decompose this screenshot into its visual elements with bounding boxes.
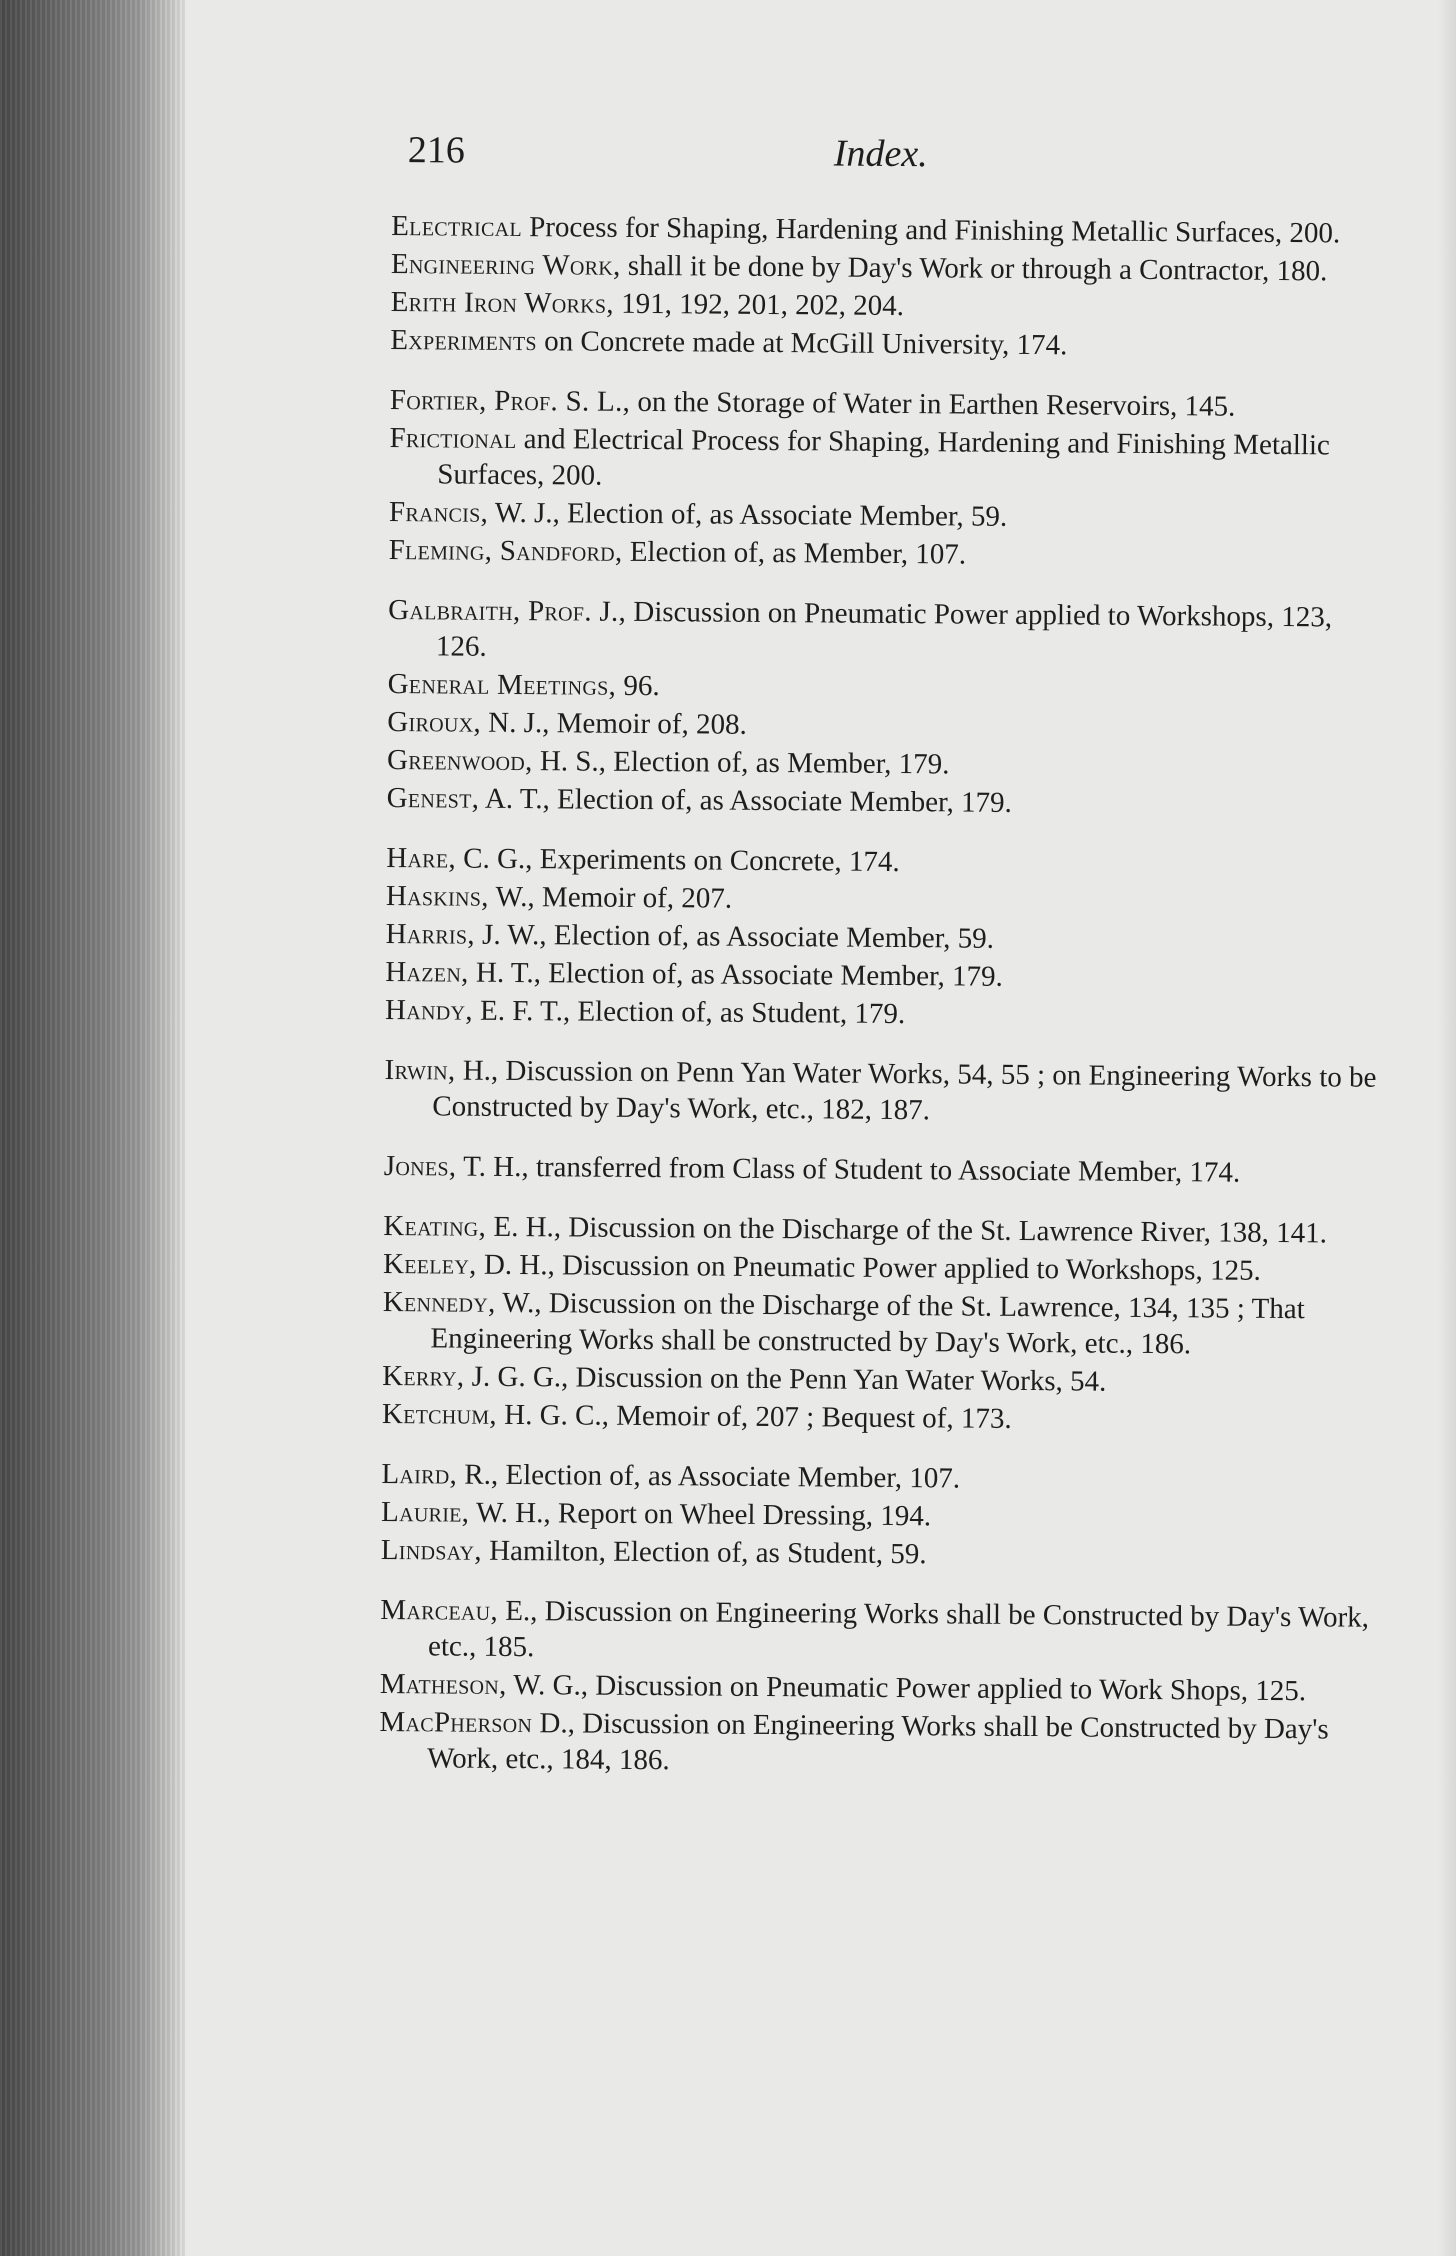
index-entry-text: C. G., Experiments on Concrete, 174. [455,842,900,879]
index-entry-heading: Experiments [390,323,538,358]
index-entry-text: H., Discussion on Penn Yan Water Works, 54, 55 ; on Engineering Works to be Constructed by Day's Work, etc., 182, 187. [432,1054,1377,1127]
index-entry-text: E. H., Discussion on the Discharge of the St. Lawrence River, 138, 141. [486,1210,1328,1250]
index-entry-text: 191, 192, 201, 202, 204. [613,287,905,323]
page-number: 216 [407,129,465,172]
index-entry [381,1456,1381,1500]
index-entry-text: on Concrete made at McGill University, 174. [536,325,1068,362]
index-letter-group [379,1592,1380,1784]
index-entry [382,1284,1383,1364]
index-entry [390,382,1390,426]
index-entry [381,1494,1381,1538]
index-entry-text: E. F. T., Election of, as Student, 179. [472,994,906,1031]
index-entry [382,1358,1382,1402]
index-entry [387,742,1387,786]
index-entry [389,494,1389,538]
index-entry [387,666,1387,710]
index-entry-text: E., Discussion on Engineering Works shall be Constructed by Day's Work, etc., 185. [427,1594,1370,1664]
index-letter-group [389,382,1390,576]
index-entry-heading: Engineering Work, [390,247,621,282]
index-entry-heading: Laurie, [381,1495,470,1529]
index-entry-text: D., Discussion on Engineering Works shall be Constructed by Day's Work, etc., 184, 186. [427,1707,1329,1777]
index-entry [389,420,1390,500]
index-entry-text: A. T., Election of, as Associate Member, 179. [479,782,1012,819]
index-entry-heading: Keating, [383,1209,487,1243]
index-entry-heading: Irwin, [384,1053,456,1087]
index-entry-text: H. T., Election of, as Associate Member, 179. [468,956,1003,993]
index-entry [382,1396,1382,1440]
index-entry-heading: Marceau, [380,1593,499,1627]
index-entry-text: W., Memoir of, 207. [488,880,733,915]
index-entry-text: Election of, as Member, 107. [622,535,967,571]
index-entry-text: on the Storage of Water in Earthen Reservoirs, 145. [630,385,1236,423]
index-entry-heading: Fleming, Sandford, [388,533,623,568]
index-entry-heading: Hazen, [385,955,469,989]
index-entry-heading: Fortier, Prof. S. L., [389,383,631,418]
index-entry-text: W. J., Election of, as Associate Member, 59. [487,496,1008,533]
index-entry-heading: Laird, [381,1457,458,1491]
index-entry [383,1208,1383,1252]
index-letter-group [384,1148,1384,1192]
index-entry-heading: Greenwood, [386,743,533,778]
index-letter-group [381,1456,1382,1576]
running-head [392,128,1392,196]
index-entry-text: N. J., Memoir of, 208. [480,706,747,741]
index-entry [386,840,1386,884]
index-entry [387,704,1387,748]
index-entry-heading: Keeley, [382,1247,477,1281]
index-entry-heading: Haskins, [385,879,489,913]
index-entry [380,1666,1380,1710]
index-entry-heading: Harris, [385,917,475,951]
index-entry-heading: Galbraith, Prof. J., [388,593,627,628]
index-entry [383,1246,1383,1290]
index-entry-text: T. H., transferred from Class of Student to Associate Member, 174. [456,1150,1241,1189]
index-entry-heading: Genest, [386,781,480,815]
index-entry-text: W. G., Discussion on Pneumatic Power applied to Work Shops, 125. [506,1668,1307,1708]
index-entries [379,208,1391,1784]
index-letter-group [382,1208,1384,1440]
index-entry [391,208,1391,252]
index-entry [387,780,1387,824]
index-entry [384,1148,1384,1192]
index-entry-heading: Frictional [389,421,517,455]
index-entry [379,1704,1380,1784]
index-entry [391,246,1391,290]
index-entry-heading: Erith Iron Works, [390,285,615,320]
index-entry-heading: Francis, [388,495,489,529]
index-entry-heading: Ketchum, [381,1397,498,1431]
index-entry [380,1592,1381,1672]
index-entry [389,532,1389,576]
index-entry-text: Discussion on Pneumatic Power applied to Workshops, 123, 126. [435,595,1333,663]
index-entry [390,322,1390,366]
index-letter-group [385,840,1386,1036]
index-entry-text: H. S., Election of, as Member, 179. [532,745,950,781]
index-entry [386,878,1386,922]
index-entry-text: Process for Shaping, Hardening and Finishing Metallic Surfaces, 200. [521,211,1341,250]
index-entry [386,916,1386,960]
index-entry-heading: Matheson, [379,1667,507,1701]
index-entry [384,1052,1385,1132]
index-entry-text: R., Election of, as Associate Member, 107. [456,1458,961,1495]
index-entry [390,284,1390,328]
index-entry [385,954,1385,998]
index-entry-text: J. W., Election of, as Associate Member, 59. [474,918,995,955]
index-page [379,128,1392,1808]
index-entry-text: W. H., Report on Wheel Dressing, 194. [469,1496,932,1533]
index-entry-heading: Hare, [386,841,457,875]
index-entry-text: J. G. G., Discussion on the Penn Yan Water Works, 54. [464,1360,1107,1398]
index-entry-text: Hamilton, Election of, as Student, 59. [481,1534,927,1571]
index-entry-heading: General Meetings, [387,667,617,702]
index-entry-heading: MacPherson [379,1705,533,1740]
index-entry-text: 96. [616,669,660,703]
index-entry-heading: Kerry, [382,1359,465,1393]
page-title: Index. [833,132,928,176]
index-entry-text: H. G. C., Memoir of, 207 ; Bequest of, 173. [496,1398,1012,1435]
index-letter-group [390,208,1391,366]
index-entry-text: D. H., Discussion on Pneumatic Power applied to Workshops, 125. [476,1248,1261,1287]
index-letter-group [387,592,1389,824]
index-letter-group [384,1052,1385,1132]
index-entry-text: and Electrical Process for Shaping, Hardening and Finishing Metallic Surfaces, 200. [437,422,1330,492]
index-entry-heading: Giroux, [387,705,482,739]
page-right-margin-shadow [1438,0,1456,2256]
index-entry [381,1532,1381,1576]
index-entry-heading: Handy, [384,993,473,1027]
index-entry-heading: Electrical [391,209,523,244]
index-entry-heading: Jones, [383,1149,457,1183]
index-entry [388,592,1389,672]
index-entry-text: W., Discussion on the Discharge of the St. Lawrence, 134, 135 ; That Engineering Works shall be constructed by Day's Work, etc., 186. [430,1286,1305,1361]
index-entry-heading: Kennedy, [382,1285,496,1319]
index-entry [385,992,1385,1036]
book-page-edges [0,0,185,2256]
index-entry-heading: Lindsay, [380,1533,483,1567]
index-entry-text: shall it be done by Day's Work or through a Contractor, 180. [620,249,1328,288]
